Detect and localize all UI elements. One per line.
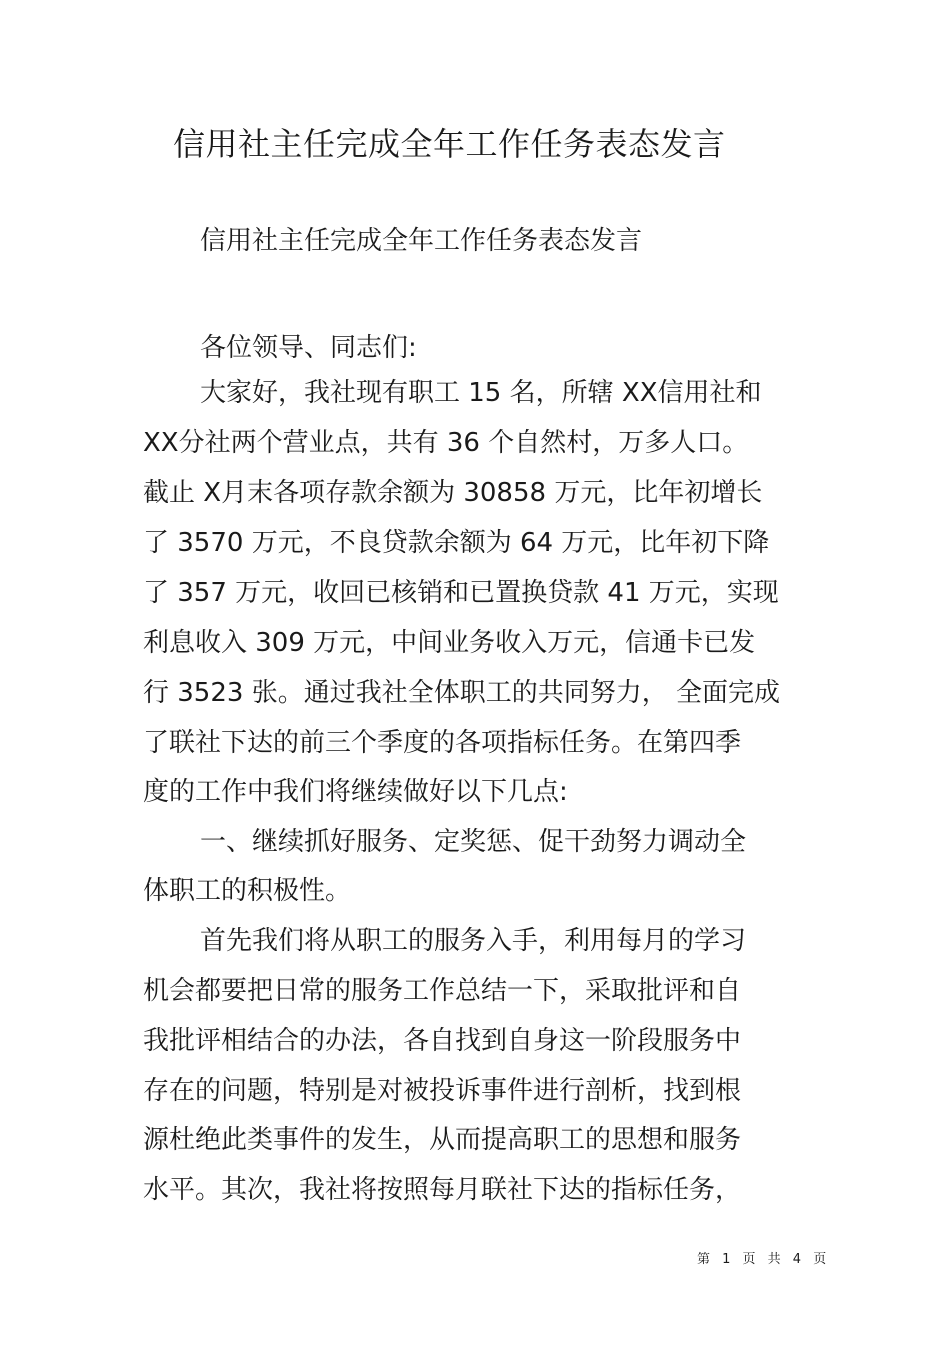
body-line-16: 存在的问题，特别是对被投诉事件进行剖析，找到根 <box>143 1076 742 1106</box>
body-line-14: 机会都要把日常的服务工作总结一下，采取批评和自 <box>143 976 742 1006</box>
body-line-7: 利息收入 309 万元，中间业务收入万元，信通卡已发 <box>143 628 756 658</box>
body-line-8: 行 3523 张。通过我社全体职工的共同努力， 全面完成 <box>143 678 780 708</box>
body-line-13: 首先我们将从职工的服务入手，利用每月的学习 <box>200 926 747 956</box>
body-line-2: 大家好，我社现有职工 15 名，所辖 XX信用社和 <box>200 378 762 408</box>
body-line-1: 各位领导、同志们: <box>200 333 417 363</box>
body-line-4: 截止 X月末各项存款余额为 30858 万元，比年初增长 <box>143 478 763 508</box>
body-line-11: 一、继续抓好服务、定奖惩、促干劲努力调动全 <box>200 827 747 857</box>
document-title: 信用社主任完成全年工作任务表态发言 <box>173 125 726 163</box>
body-line-10: 度的工作中我们将继续做好以下几点: <box>143 777 568 807</box>
body-line-12: 体职工的积极性。 <box>143 876 352 906</box>
body-line-5: 了 3570 万元，不良贷款余额为 64 万元，比年初下降 <box>143 528 770 558</box>
page-number: 第 1 页 共 4 页 <box>697 1252 831 1267</box>
body-line-9: 了联社下达的前三个季度的各项指标任务。在第四季 <box>143 728 742 758</box>
body-line-6: 了 357 万元，收回已核销和已置换贷款 41 万元，实现 <box>143 578 779 608</box>
body-line-3: XX分社两个营业点，共有 36 个自然村，万多人口。 <box>143 428 749 458</box>
body-line-18: 水平。其次，我社将按照每月联社下达的指标任务， <box>143 1175 742 1205</box>
body-line-15: 我批评相结合的办法，各自找到自身这一阶段服务中 <box>143 1026 742 1056</box>
body-line-17: 源杜绝此类事件的发生，从而提高职工的思想和服务 <box>143 1125 742 1155</box>
document-subtitle: 信用社主任完成全年工作任务表态发言 <box>200 226 643 256</box>
